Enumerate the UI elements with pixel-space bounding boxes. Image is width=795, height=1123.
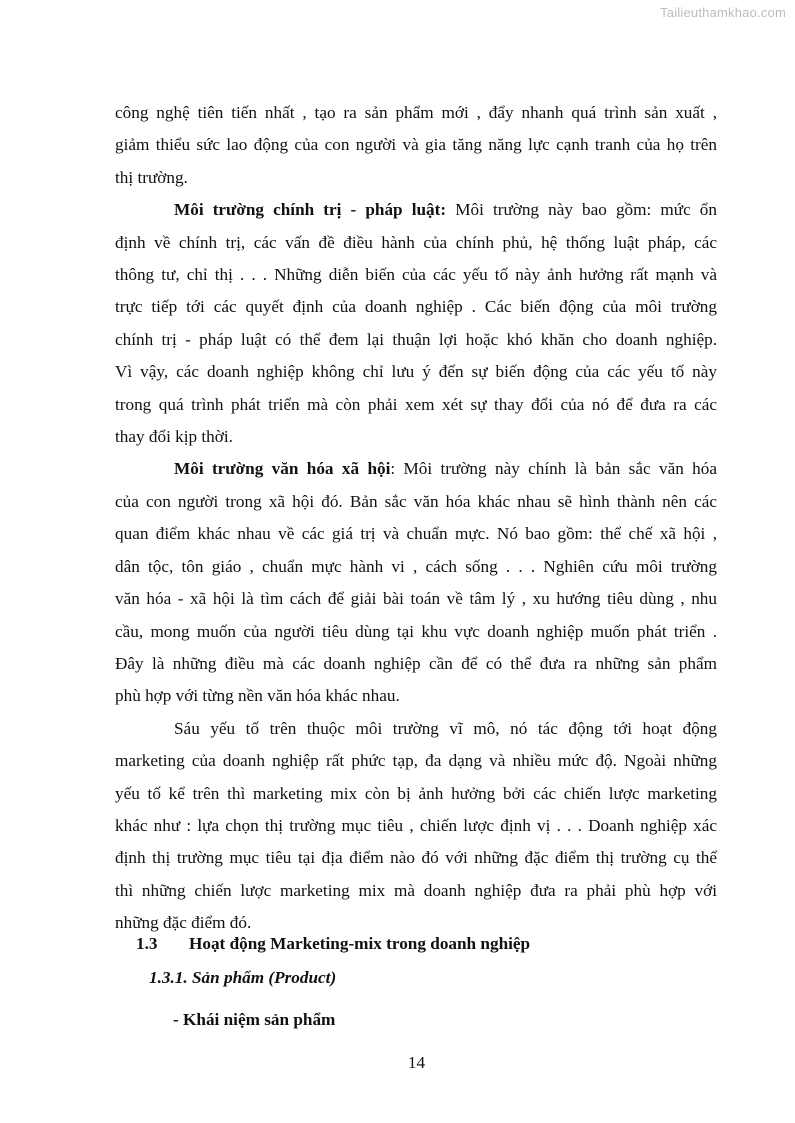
section-number: 1.3	[136, 934, 158, 953]
text-line: định về chính trị, các vấn đề điều hành của chính phủ, hệ thống luật pháp, các	[115, 232, 717, 252]
text-line: thay đổi kịp thời.	[115, 427, 233, 447]
text-line: yếu tố kể trên thì marketing mix còn bị ảnh hưởng bởi các chiến lược marketing	[115, 783, 717, 803]
section-title: Hoạt động Marketing-mix trong doanh nghiệp	[189, 934, 531, 953]
text-line: công nghệ tiên tiến nhất , tạo ra sản phẩm mới , đẩy nhanh quá trình sản xuất ,	[115, 103, 717, 122]
text-line: văn hóa - xã hội là tìm cách để giải bài toán về tâm lý , xu hướng tiêu dùng , nhu	[115, 589, 717, 609]
subsection-heading: 1.3.1. Sản phẩm (Product)	[149, 968, 337, 987]
text-line: Sáu yếu tố trên thuộc môi trường vĩ mô, nó tác động tới hoạt động	[174, 718, 717, 738]
text-line: Vì vậy, các doanh nghiệp không chỉ lưu ý đến sự biến động của các yếu tố này	[115, 362, 717, 382]
text-line: thông tư, chỉ thị . . . Những diễn biến của các yếu tố này ảnh hưởng rất mạnh và	[115, 265, 717, 285]
text-line: chính trị - pháp luật có thể đem lại thuận lợi hoặc khó khăn cho doanh nghiệp.	[115, 329, 717, 349]
text-line: trong quá trình phát triển mà còn phải xem xét sự thay đổi của nó để đưa ra các	[115, 394, 717, 414]
text-line: khác như : lựa chọn thị trường mục tiêu , chiến lược định vị . . . Doanh nghiệp xác	[115, 815, 717, 835]
text-line: marketing của doanh nghiệp rất phức tạp, đa dạng và nhiều mức độ. Ngoài những	[115, 751, 717, 771]
text-line: những đặc điểm đó.	[115, 913, 252, 933]
sub-item-heading: - Khái niệm sản phẩm	[173, 1010, 336, 1029]
text-line: dân tộc, tôn giáo , chuẩn mực hành vi , cách sống . . . Nghiên cứu môi trường	[115, 556, 717, 576]
text-line: thị trường.	[115, 167, 188, 187]
text-line: quan điểm khác nhau về các giá trị và chuẩn mực. Nó bao gồm: thể chế xã hội ,	[115, 524, 717, 544]
text-line: cầu, mong muốn của người tiêu dùng tại khu vực doanh nghiệp muốn phát triển .	[115, 621, 717, 641]
text-line: của con người trong xã hội đó. Bản sắc văn hóa khác nhau sẽ hình thành nên các	[115, 491, 717, 511]
text-line: thì những chiến lược marketing mix mà doanh nghiệp đưa ra phải phù hợp với	[115, 880, 717, 900]
paragraph-culture-society	[115, 453, 717, 712]
paragraph-six-factors	[115, 713, 717, 940]
text-line: phù hợp với từng nền văn hóa khác nhau.	[115, 686, 400, 706]
watermark: Tailieuthamkhao.com	[660, 5, 786, 20]
paragraph-political-legal	[115, 194, 717, 453]
text-line: giảm thiểu sức lao động của con người và gia tăng năng lực cạnh tranh của họ trên	[115, 135, 717, 155]
text-line	[115, 194, 717, 226]
text-line-rest: : Môi trường này chính là bản sắc văn hóa	[390, 459, 717, 479]
paragraph-technology	[115, 97, 717, 194]
text-line: trực tiếp tới các quyết định của doanh nghiệp . Các biến động của môi trường	[115, 297, 717, 317]
text-line: định thị trường mục tiêu tại địa điểm nào đó với những đặc điểm thị trường cụ thể	[115, 848, 717, 868]
paragraph-lead-culture-society: Môi trường văn hóa xã hội	[174, 459, 391, 479]
text-line: Đây là những điều mà các doanh nghiệp cần để có thể đưa ra những sản phẩm	[115, 653, 717, 673]
page-number: 14	[407, 1053, 426, 1072]
document-body	[115, 97, 717, 940]
text-line	[115, 453, 717, 485]
text-line-rest: Môi trường này bao gồm: mức ổn	[446, 200, 717, 220]
paragraph-lead-political-legal: Môi trường chính trị - pháp luật:	[174, 200, 447, 220]
section-heading	[136, 934, 530, 954]
